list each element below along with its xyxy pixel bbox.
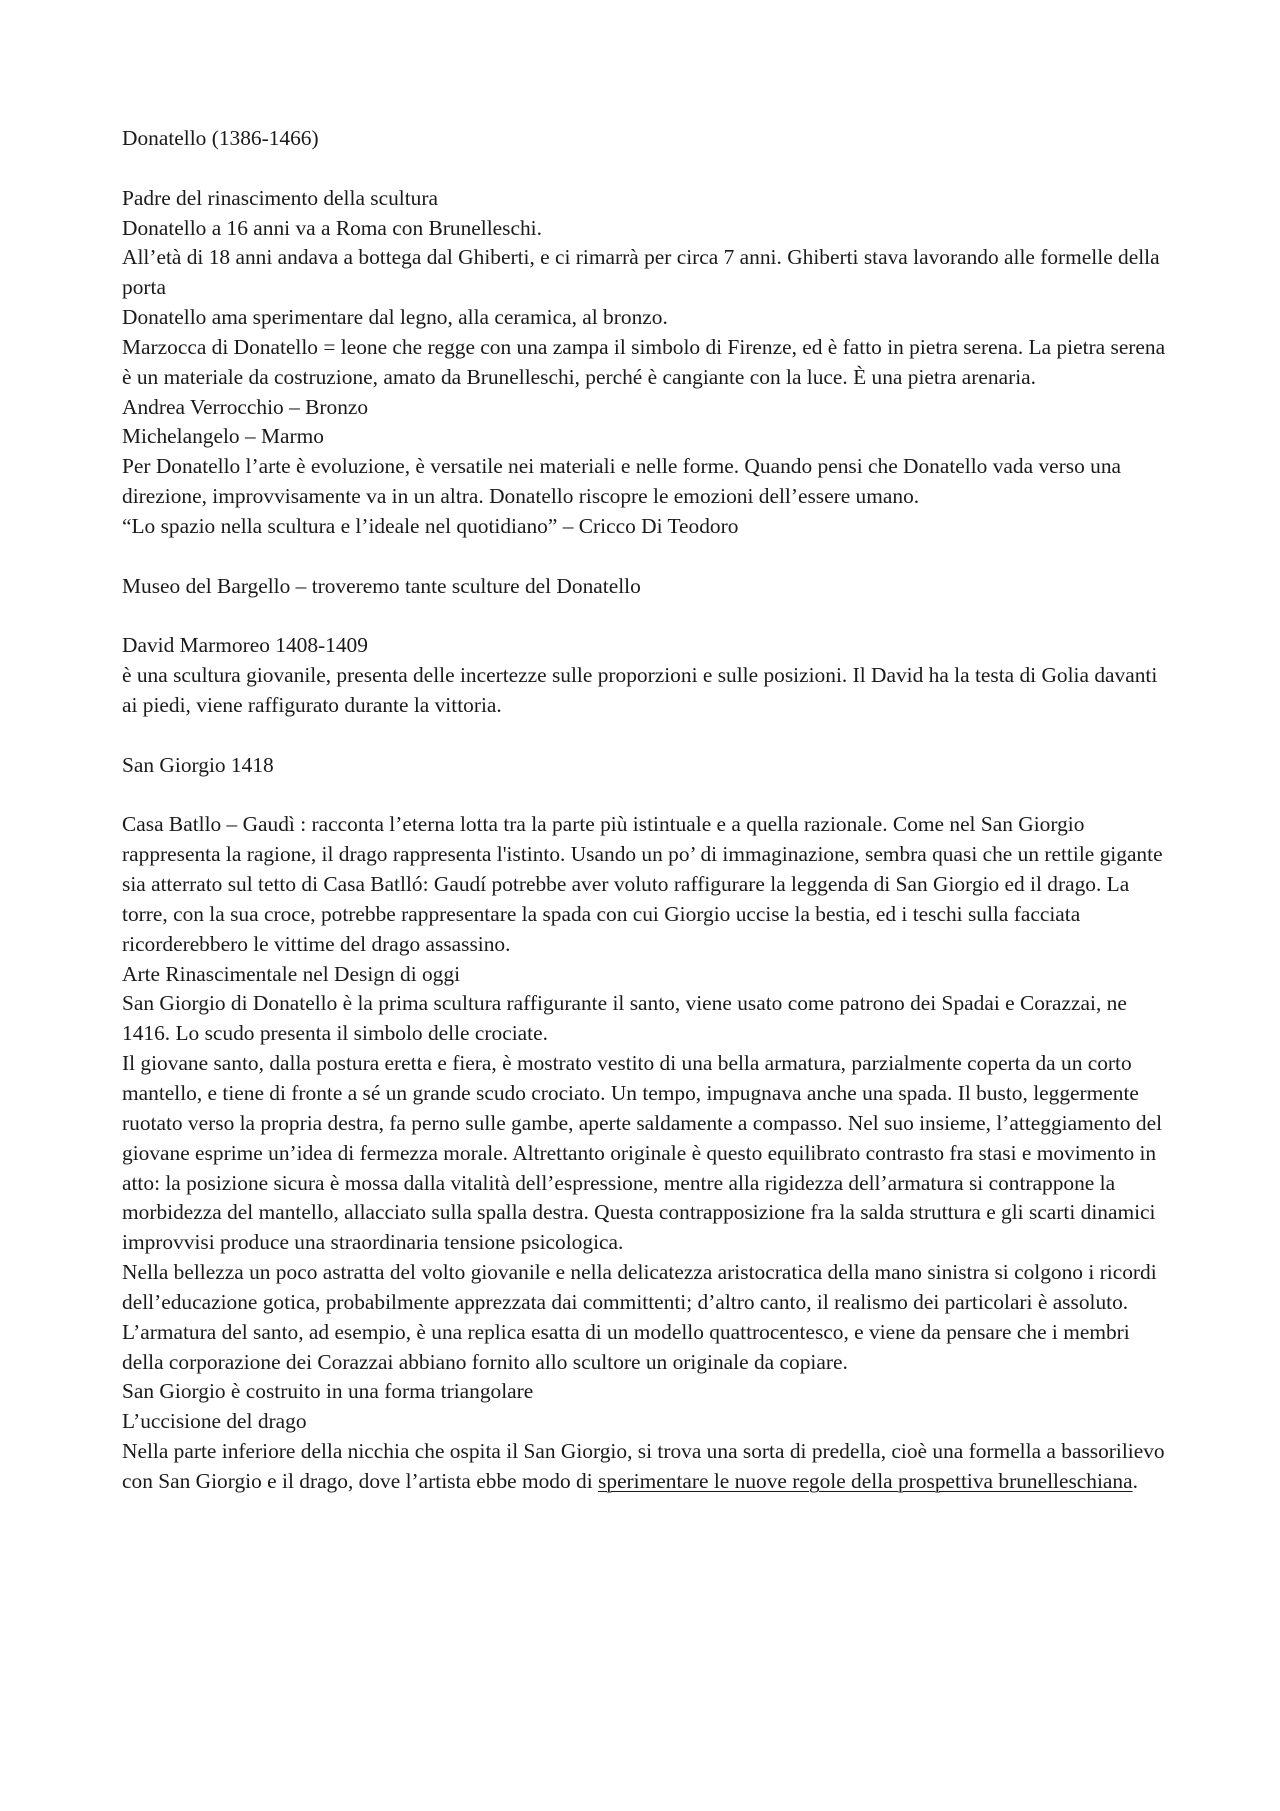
intro-line: Donatello ama sperimentare dal legno, alla ceramica, al bronzo. bbox=[122, 305, 668, 330]
intro-line: Donatello a 16 anni va a Roma con Brunelleschi. bbox=[122, 215, 542, 240]
san-giorgio-description: San Giorgio di Donatello è la prima scultura raffigurante il santo, viene usato come patrono dei Spadai e Corazzai, ne 1416. Lo scudo presenta il simbolo delle crociate. bbox=[122, 991, 1127, 1046]
blank-line bbox=[122, 602, 1167, 632]
blank-line bbox=[122, 154, 1167, 184]
document-page bbox=[122, 124, 1167, 1497]
nicchia-end: . bbox=[1132, 1468, 1138, 1493]
intro-line: Marzocca di Donatello = leone che regge con una zampa il simbolo di Firenze, ed è fatto in pietra serena. La pietra serena è un materiale da costruzione, amato da Brunelleschi, perché è cangiante con la luce. È una pietra arenaria. bbox=[122, 334, 1166, 389]
document-title: Donatello (1386-1466) bbox=[122, 126, 319, 150]
casa-batllo-paragraph: Casa Batllo – Gaudì : racconta l’eterna lotta tra la parte più istintuale e a quella razionale. Come nel San Giorgio rappresenta la ragione, il drago rappresenta l'istinto. Usando un po’ di immaginazione, sembra quasi che un rettile gigante sia atterrato sul tetto di Casa Batlló: Gaudí potrebbe aver voluto raffigurare la leggenda di San Giorgio ed il drago. La torre, con la sua croce, potrebbe rappresentare la spada con cui Giorgio uccise la bestia, ed i teschi sulla facciata ricorderebbero le vittime del drago assassino. bbox=[122, 812, 1163, 956]
intro-line: Andrea Verrocchio – Bronzo bbox=[122, 394, 369, 419]
prospettiva-link[interactable]: sperimentare le nuove regole della prospettiva brunelleschiana bbox=[598, 1468, 1133, 1493]
forma-line: San Giorgio è costruito in una forma triangolare bbox=[122, 1379, 534, 1404]
uccisione-heading: L’uccisione del drago bbox=[122, 1409, 307, 1434]
intro-line: Per Donatello l’arte è evoluzione, è versatile nei materiali e nelle forme. Quando pensi che Donatello vada verso una direzione, improvvisamente va in un altra. Donatello riscopre le emozioni dell’essere umano. bbox=[122, 454, 1122, 509]
bellezza-paragraph: Nella bellezza un poco astratta del volto giovanile e nella delicatezza aristocratica della mano sinistra si colgono i ricordi dell’educazione gotica, probabilmente apprezzata dai committenti; d’altro canto, il realismo dei particolari è assoluto. L’armatura del santo, ad esempio, è una replica esatta di un modello quattrocentesco, e viene da pensare che i membri della corporazione dei Corazzai abbiano fornito allo scultore un originale da copiare. bbox=[122, 1260, 1157, 1374]
intro-line: Michelangelo – Marmo bbox=[122, 424, 324, 449]
nicchia-text: Nella parte inferiore della nicchia che ospita il San Giorgio, si trova una sorta di predella, cioè una formella a bassorilievo con San Giorgio e il drago, dove l’artista ebbe modo di bbox=[122, 1439, 1165, 1493]
nicchia-paragraph bbox=[122, 1437, 1167, 1497]
giovane-santo-paragraph: Il giovane santo, dalla postura eretta e fiera, è mostrato vestito di una bella armatura, parzialmente coperta da un corto mantello, e tiene di fronte a sé un grande scudo crociato. Un tempo, impugnava anche una spada. Il busto, leggermente ruotato verso la propria destra, fa perno sulle gambe, aperte saldamente a compasso. Nel suo insieme, l’atteggiamento del giovane esprime un’idea di fermezza morale. Altrettanto originale è questo equilibrato contrasto fra stasi e movimento in atto: la posizione sicura è mossa dalla vitalità dell’espressione, mentre alla rigidezza dell’armatura si contrappone la morbidezza del mantello, allacciato sulla spalla destra. Questa contrapposizione fra la salda struttura e gli scarti dinamici improvvisi produce una straordinaria tensione psicologica. bbox=[122, 1051, 1163, 1255]
blank-line bbox=[122, 781, 1167, 811]
quote-line: “Lo spazio nella scultura e l’ideale nel quotidiano” – Cricco Di Teodoro bbox=[122, 513, 739, 538]
intro-line: All’età di 18 anni andava a bottega dal Ghiberti, e ci rimarrà per circa 7 anni. Ghiberti stava lavorando alle formelle della porta bbox=[122, 245, 1160, 300]
blank-line bbox=[122, 721, 1167, 751]
david-text: è una scultura giovanile, presenta delle incertezze sulle proporzioni e sulle posizioni. Il David ha la testa di Golia davanti ai piedi, viene raffigurato durante la vittoria. bbox=[122, 663, 1158, 718]
blank-line bbox=[122, 542, 1167, 572]
david-heading: David Marmoreo 1408-1409 bbox=[122, 633, 368, 658]
intro-line: Padre del rinascimento della scultura bbox=[122, 185, 438, 210]
museo-line: Museo del Bargello – troveremo tante sculture del Donatello bbox=[122, 573, 641, 598]
arte-heading: Arte Rinascimentale nel Design di oggi bbox=[122, 961, 461, 986]
san-giorgio-heading: San Giorgio 1418 bbox=[122, 752, 274, 777]
